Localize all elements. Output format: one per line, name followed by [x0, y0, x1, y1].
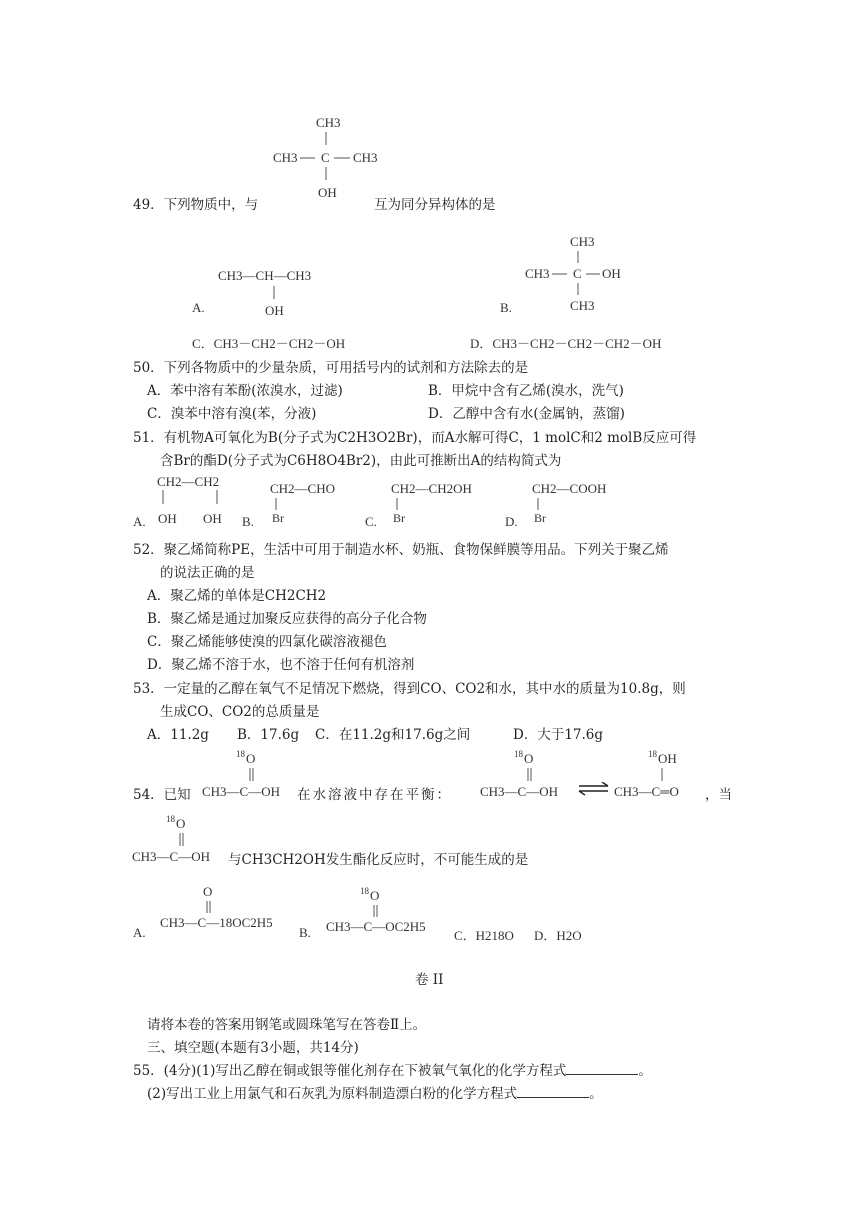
q52-option-d: D．聚乙烯不溶于水，也不溶于任何有机溶剂: [147, 657, 415, 673]
q54-equilibrium-right: [612, 747, 712, 805]
svg-text:18: 18: [360, 886, 369, 896]
q49-option-b-structure: [520, 230, 640, 318]
svg-text:OH: OH: [658, 751, 677, 766]
q50-option-b: B．甲烷中含有乙烯(溴水，洗气): [428, 383, 624, 399]
svg-text:CH3—C—18OC2H5: CH3—C—18OC2H5: [160, 915, 273, 930]
q52-option-c: C．聚乙烯能够使溴的四氯化碳溶液褪色: [147, 634, 387, 650]
q49-option-a-structure: [214, 262, 344, 320]
q53-option-b: B．17.6g: [237, 727, 300, 743]
q50-option-d: D．乙醇中含有水(金属钠，蒸馏): [428, 406, 625, 422]
svg-text:O: O: [176, 816, 186, 831]
q53-option-d: D．大于17.6g: [513, 727, 604, 743]
svg-text:CH3—C—OH: CH3—C—OH: [202, 784, 281, 799]
q51-line2: 含Br的酯D(分子式为C6H8O4Br2)，由此可推断出A的结构简式为: [160, 453, 562, 469]
q51-line1: 51．有机物A可氧化为B(分子式为C2H3O2Br)，而A水解可得C，1 molC和2 molB反应可得: [133, 430, 697, 446]
svg-text:CH3—C—OH: CH3—C—OH: [480, 784, 559, 799]
q53-option-c: C．在11.2g和17.6g之间: [315, 727, 471, 743]
svg-text:O: O: [203, 884, 213, 899]
q54-prefix: 54．已知: [133, 787, 191, 803]
q51-option-c-label: C.: [365, 514, 377, 529]
q55-part1: 55．(4分)(1)写出乙醇在铜或银等催化剂存在下被氧气氧化的化学方程式 。: [133, 1063, 652, 1079]
q55-part1-blank[interactable]: [566, 1062, 638, 1075]
q55-part2-blank[interactable]: [517, 1085, 589, 1098]
given-left: CH3: [273, 150, 298, 165]
q51-option-d-label: D.: [505, 514, 518, 529]
section-instruction: 请将本卷的答案用钢笔或圆珠笔写在答卷Ⅱ上。: [147, 1017, 427, 1033]
svg-text:CH2—CHO: CH2—CHO: [270, 481, 336, 496]
given-top: CH3: [316, 115, 341, 130]
q51-option-b-structure: [268, 478, 368, 528]
part3-heading: 三、填空题(本题有3小题，共14分): [147, 1040, 359, 1056]
q51-option-c-structure: [389, 478, 499, 528]
q49-text-after: 互为同分异构体的是: [374, 197, 496, 213]
q52-line2: 的说法正确的是: [160, 565, 255, 581]
q51-option-b-label: B.: [242, 514, 254, 529]
q54-option-a-label: A.: [133, 925, 146, 940]
q49-stem: [133, 193, 258, 213]
svg-text:CH3—C═O: CH3—C═O: [614, 784, 679, 799]
q52-option-a: A．聚乙烯的单体是CH2CH2: [147, 588, 327, 604]
q49-option-c: C．CH3－CH2－CH2－OH: [192, 336, 346, 351]
q49-text-before: 下列物质中，与: [163, 197, 259, 213]
q49-option-a-label: A.: [192, 300, 205, 315]
q53-line1: 53．一定量的乙醇在氧气不足情况下燃烧，得到CO、CO2和水，其中水的质量为10.8g，则: [133, 681, 686, 697]
equilibrium-arrow-icon: [578, 782, 610, 796]
svg-text:O: O: [370, 888, 380, 903]
a-main: CH3—CH—CH3: [218, 268, 312, 283]
q54-end1: ，当: [705, 787, 732, 803]
svg-text:CH3: CH3: [525, 266, 550, 281]
svg-text:OH: OH: [203, 511, 222, 526]
q50-option-c: C．溴苯中溶有溴(苯，分液): [147, 406, 317, 422]
section-title: 卷 II: [415, 972, 444, 988]
svg-text:CH3—C—OH: CH3—C—OH: [132, 849, 211, 864]
q51-option-a-structure: [155, 470, 245, 530]
q50-stem: 50．下列各物质中的少量杂质，可用括号内的试剂和方法除去的是: [133, 360, 529, 376]
a-sub: OH: [265, 303, 284, 318]
q51-option-a-label: A.: [133, 514, 146, 529]
svg-text:CH3: CH3: [570, 234, 595, 249]
q55-part2: (2)写出工业上用氯气和石灰乳为原料制造漂白粉的化学方程式 。: [147, 1086, 603, 1102]
q53-option-a: A．11.2g: [147, 727, 209, 743]
q49-option-b-label: B.: [500, 300, 512, 315]
svg-text:18: 18: [648, 749, 657, 759]
q54-option-a-structure: [158, 880, 288, 940]
q54-option-c: C．H218O: [454, 928, 514, 943]
svg-text:Br: Br: [534, 511, 546, 525]
q49-number: 49．: [133, 197, 164, 213]
q49-option-d: D．CH3－CH2－CH2－CH2－OH: [470, 336, 662, 351]
svg-text:OH: OH: [602, 266, 621, 281]
q54-acid-structure: [200, 747, 300, 805]
svg-text:O: O: [246, 751, 256, 766]
q53-line2: 生成CO、CO2的总质量是: [160, 704, 320, 720]
q54-acid-structure-2: [130, 812, 230, 870]
svg-text:Br: Br: [272, 511, 284, 525]
svg-text:Br: Br: [393, 511, 405, 525]
q52-line1: 52．聚乙烯简称PE，生活中可用于制造水杯、奶瓶、食物保鲜膜等用品。下列关于聚乙烯: [133, 542, 669, 558]
given-center: C: [321, 150, 330, 165]
q54-option-b-label: B.: [299, 925, 311, 940]
given-bottom: OH: [318, 185, 337, 200]
q54-equilibrium-left: [478, 747, 578, 805]
svg-text:OH: OH: [158, 511, 177, 526]
q49-given-structure: [268, 110, 388, 205]
svg-text:C: C: [573, 266, 582, 281]
svg-text:O: O: [524, 751, 534, 766]
svg-text:CH2—COOH: CH2—COOH: [532, 481, 607, 496]
svg-text:18: 18: [514, 749, 523, 759]
svg-text:18: 18: [166, 814, 175, 824]
svg-text:CH3: CH3: [570, 298, 595, 313]
svg-text:CH2—CH2: CH2—CH2: [157, 474, 220, 489]
svg-text:CH2—CH2OH: CH2—CH2OH: [391, 481, 472, 496]
q54-mid1: 在水溶液中存在平衡：: [297, 787, 452, 803]
q51-option-d-structure: [530, 478, 640, 528]
q50-option-a: A．苯中溶有苯酚(浓溴水，过滤): [147, 383, 343, 399]
svg-text:18: 18: [236, 749, 245, 759]
given-right: CH3: [353, 150, 378, 165]
svg-text:CH3—C—OC2H5: CH3—C—OC2H5: [326, 919, 426, 934]
q54-mid2: 与CH3CH2OH发生酯化反应时，不可能生成的是: [228, 852, 529, 868]
q52-option-b: B．聚乙烯是通过加聚反应获得的高分子化合物: [147, 611, 427, 627]
q54-option-d: D．H2O: [534, 928, 582, 943]
q54-option-b-structure: [324, 884, 449, 940]
